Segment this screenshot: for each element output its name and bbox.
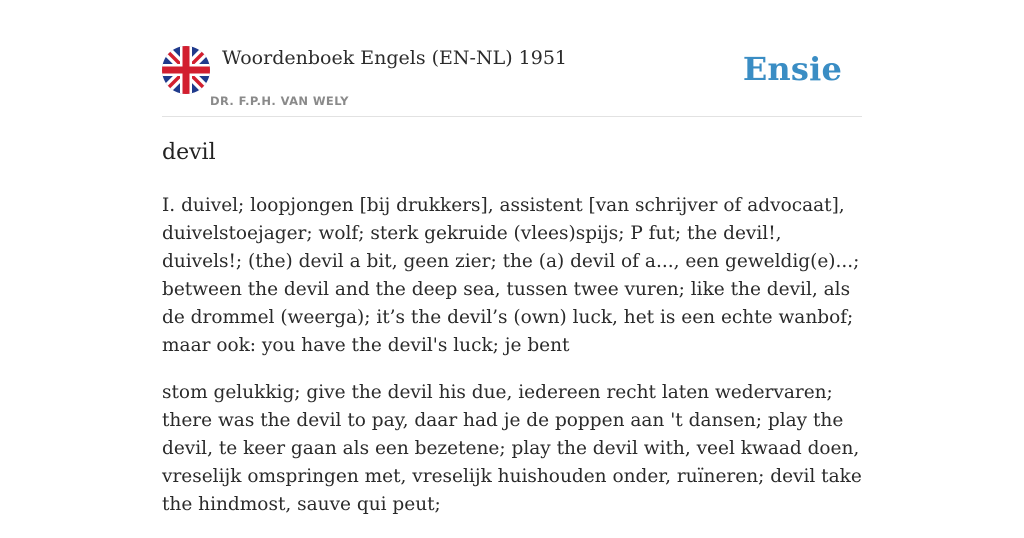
definition-paragraph: stom gelukkig; give the devil his due, iedereen recht laten wedervaren; there was the devil to pay, daar had je de poppen aan 't dansen; play the devil, te keer gaan als een bezetene; play the devil with, veel kwaad doen, vreselijk omspringen met, vreselijk huishouden onder, ruïneren; devil take the hindmost, sauve qui peut; [162, 382, 862, 515]
dictionary-header [162, 46, 862, 117]
book-title[interactable]: Woordenboek Engels (EN-NL) 1951 [222, 47, 567, 69]
definition-paragraph: I. duivel; loopjongen [bij drukkers], assistent [van schrijver of advocaat], duivelstoejager; wolf; sterk gekruide (vlees)spijs; P fut; the devil!, duivels!; (the) devil a bit, geen zier; the (a) devil of a..., een geweldig(e)...; between the devil and the deep sea, tussen twee vuren; like the devil, als de drommel (weerga); it’s the devil’s (own) luck, het is een echte wanbof; maar ook: you have the devil's luck; je bent [162, 195, 860, 356]
entry-definition [162, 192, 862, 538]
brand-logo[interactable]: Ensie [742, 50, 842, 88]
uk-flag-icon [162, 46, 210, 94]
author-name[interactable]: DR. F.P.H. VAN WELY [210, 94, 349, 108]
entry-term: devil [162, 140, 216, 165]
